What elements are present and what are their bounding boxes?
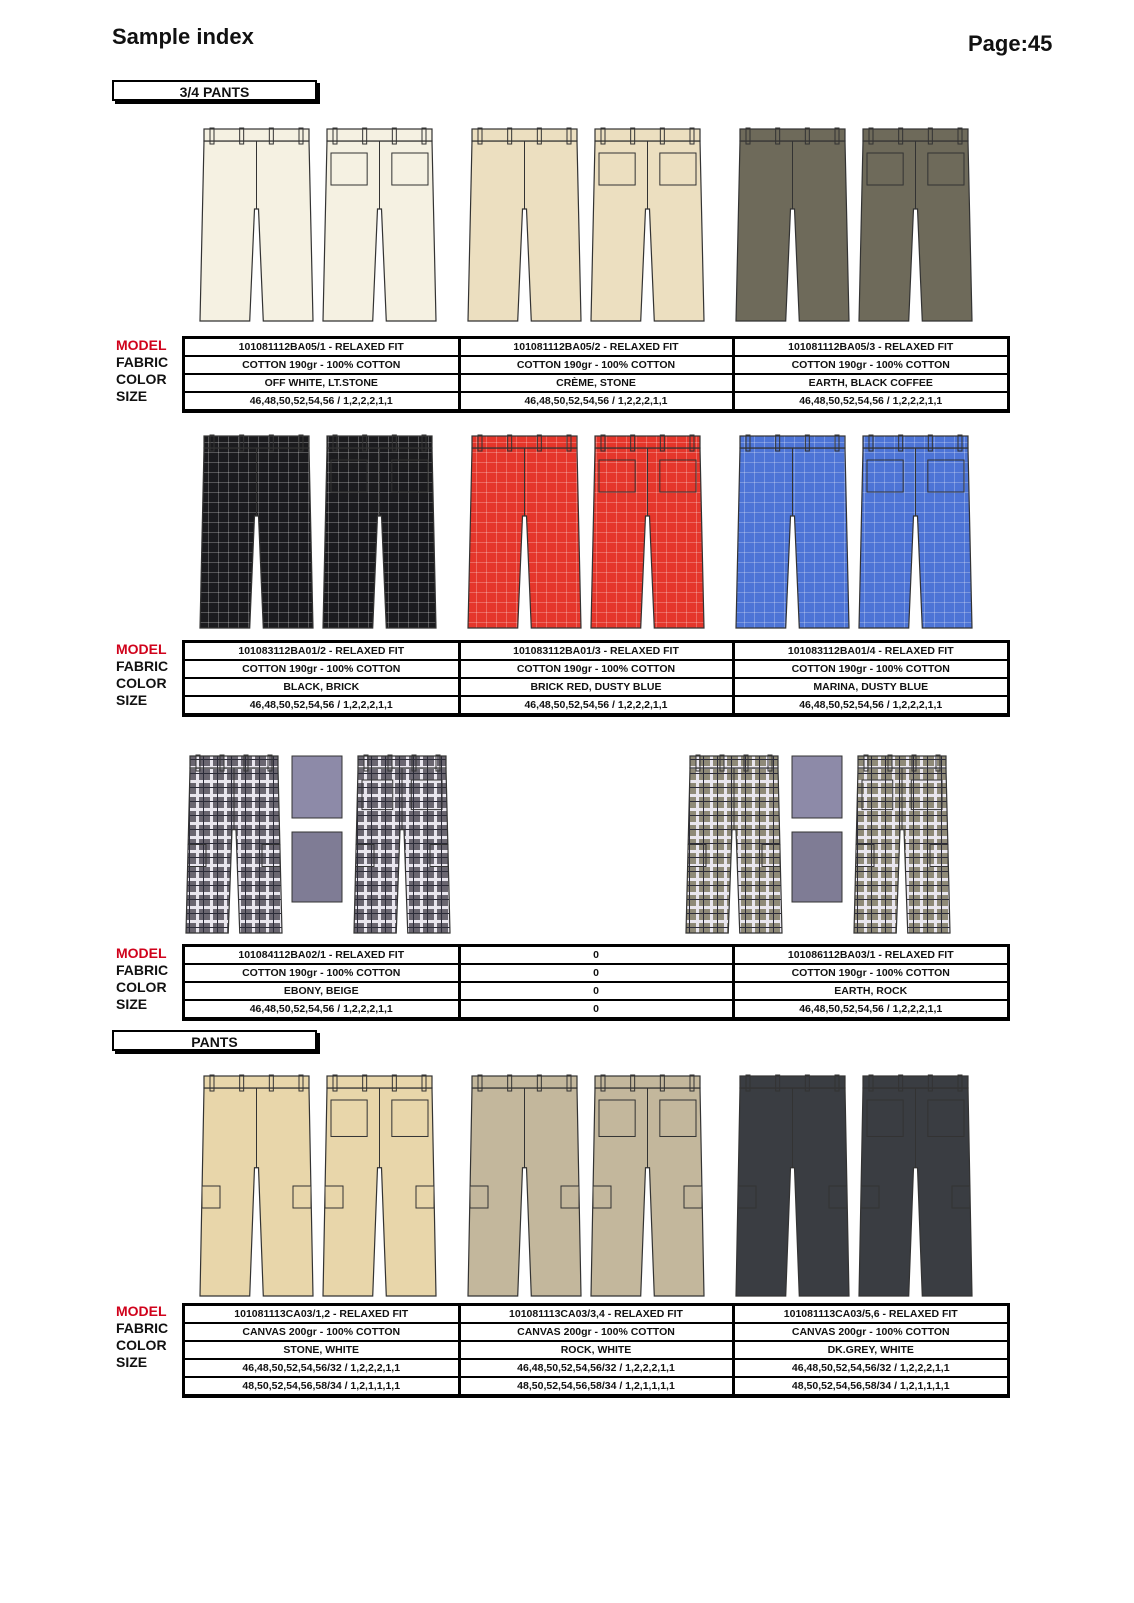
spec-cell: 101081112BA05/1 - RELAXED FIT: [185, 339, 459, 356]
spec-row-fabric: [185, 1323, 1007, 1341]
spec-table: [182, 944, 1010, 1021]
spec-row-model: [185, 1306, 1007, 1323]
spec-cell: EBONY, BEIGE: [185, 982, 459, 1000]
spec-cell: DK.GREY, WHITE: [733, 1341, 1007, 1359]
spec-cell: OFF WHITE, LT.STONE: [185, 374, 459, 392]
spec-cell: 101083112BA01/3 - RELAXED FIT: [459, 643, 733, 660]
document-title: Sample index: [112, 24, 254, 49]
spec-table: [182, 336, 1010, 413]
spec-cell: COTTON 190gr - 100% COTTON: [459, 356, 733, 374]
spec-cell: CANVAS 200gr - 100% COTTON: [459, 1323, 733, 1341]
spec-labels: [116, 945, 168, 1013]
garment-row-3: [178, 752, 1012, 937]
label-model: MODEL: [116, 337, 167, 353]
spec-cell: COTTON 190gr - 100% COTTON: [185, 964, 459, 982]
garment-sketch-brickred: [466, 432, 706, 632]
fabric-swatch-image: [792, 756, 842, 902]
spec-cell: 101084112BA02/1 - RELAXED FIT: [185, 947, 459, 964]
label-color: COLOR: [116, 979, 167, 995]
spec-cell: 48,50,52,54,56,58/34 / 1,2,1,1,1,1: [733, 1377, 1007, 1395]
spec-cell: 46,48,50,52,54,56 / 1,2,2,2,1,1: [185, 392, 459, 410]
spec-row-color: [185, 678, 1007, 696]
spec-labels: [116, 1303, 168, 1371]
pants-figure: [468, 128, 581, 321]
spec-row-size: [185, 1000, 1007, 1018]
pants-figure: [591, 435, 704, 628]
pants-figure: [686, 755, 782, 933]
spec-cell: COTTON 190gr - 100% COTTON: [733, 660, 1007, 678]
fabric-swatch-image: [292, 756, 342, 902]
label-fabric: FABRIC: [116, 658, 169, 674]
pants-figure: [186, 755, 282, 933]
pants-figure: [200, 435, 313, 628]
spec-cell: 46,48,50,52,54,56 / 1,2,2,2,1,1: [733, 1000, 1007, 1018]
pants-figure: [736, 128, 849, 321]
spec-cell: 101081113CA03/3,4 - RELAXED FIT: [459, 1306, 733, 1323]
spec-row-fabric: [185, 964, 1007, 982]
spec-cell: 46,48,50,52,54,56 / 1,2,2,2,1,1: [185, 1000, 459, 1018]
garment-sketch-earth-plaid: [682, 752, 982, 937]
pants-figure: [323, 1075, 436, 1296]
spec-cell: 46,48,50,52,54,56 / 1,2,2,2,1,1: [185, 696, 459, 714]
page-number: Page:45: [968, 31, 1053, 56]
spec-row-size-2: [185, 1377, 1007, 1395]
pants-figure: [591, 1075, 704, 1296]
pants-figure: [859, 1075, 972, 1296]
spec-cell: COTTON 190gr - 100% COTTON: [185, 356, 459, 374]
garment-sketch-marina: [734, 432, 974, 632]
pants-figure: [200, 1075, 313, 1296]
spec-cell: COTTON 190gr - 100% COTTON: [185, 660, 459, 678]
garment-sketch-black: [198, 432, 438, 632]
spec-cell: ROCK, WHITE: [459, 1341, 733, 1359]
label-model: MODEL: [116, 641, 167, 657]
spec-cell: 101081113CA03/1,2 - RELAXED FIT: [185, 1306, 459, 1323]
spec-cell: 46,48,50,52,54,56/32 / 1,2,2,2,1,1: [185, 1359, 459, 1377]
spec-cell: 0: [459, 964, 733, 982]
pants-figure: [323, 435, 436, 628]
spec-cell: 101083112BA01/4 - RELAXED FIT: [733, 643, 1007, 660]
pants-figure: [468, 435, 581, 628]
label-fabric: FABRIC: [116, 354, 169, 370]
garment-row-4: [178, 1072, 1012, 1300]
spec-cell: MARINA, DUSTY BLUE: [733, 678, 1007, 696]
pants-figure: [200, 128, 313, 321]
label-color: COLOR: [116, 675, 167, 691]
pants-figure: [859, 128, 972, 321]
spec-cell: 0: [459, 947, 733, 964]
spec-cell: 101083112BA01/2 - RELAXED FIT: [185, 643, 459, 660]
spec-cell: CANVAS 200gr - 100% COTTON: [733, 1323, 1007, 1341]
spec-cell: COTTON 190gr - 100% COTTON: [733, 356, 1007, 374]
spec-row-fabric: [185, 356, 1007, 374]
pants-figure: [591, 128, 704, 321]
spec-cell: 46,48,50,52,54,56 / 1,2,2,2,1,1: [733, 392, 1007, 410]
spec-row-color: [185, 1341, 1007, 1359]
label-size: SIZE: [116, 388, 148, 404]
label-model: MODEL: [116, 945, 167, 961]
pants-figure: [323, 128, 436, 321]
garment-sketch-rock-cargo: [466, 1072, 706, 1300]
label-size: SIZE: [116, 996, 148, 1012]
garment-row-1: [178, 125, 1012, 325]
spec-cell: COTTON 190gr - 100% COTTON: [459, 660, 733, 678]
spec-cell: 46,48,50,52,54,56 / 1,2,2,2,1,1: [733, 696, 1007, 714]
garment-sketch-dkgrey-cargo: [734, 1072, 974, 1300]
spec-row-size: [185, 1359, 1007, 1377]
pants-figure: [736, 1075, 849, 1296]
spec-row-model: [185, 339, 1007, 356]
section-title-pants: PANTS: [112, 1030, 317, 1051]
garment-sketch-offwhite: [198, 125, 438, 325]
spec-cell: EARTH, ROCK: [733, 982, 1007, 1000]
spec-cell: 46,48,50,52,54,56 / 1,2,2,2,1,1: [459, 392, 733, 410]
spec-cell: STONE, WHITE: [185, 1341, 459, 1359]
pants-figure: [468, 1075, 581, 1296]
garment-row-2: [178, 432, 1012, 632]
spec-row-fabric: [185, 660, 1007, 678]
spec-cell: 48,50,52,54,56,58/34 / 1,2,1,1,1,1: [459, 1377, 733, 1395]
spec-cell: COTTON 190gr - 100% COTTON: [733, 964, 1007, 982]
spec-row-color: [185, 374, 1007, 392]
spec-cell: BLACK, BRICK: [185, 678, 459, 696]
spec-cell: 48,50,52,54,56,58/34 / 1,2,1,1,1,1: [185, 1377, 459, 1395]
spec-cell: EARTH, BLACK COFFEE: [733, 374, 1007, 392]
spec-cell: 46,48,50,52,54,56/32 / 1,2,2,2,1,1: [459, 1359, 733, 1377]
spec-row-model: [185, 643, 1007, 660]
spec-row-color: [185, 982, 1007, 1000]
spec-cell: BRICK RED, DUSTY BLUE: [459, 678, 733, 696]
spec-labels: [116, 337, 168, 405]
label-size: SIZE: [116, 1354, 148, 1370]
spec-row-size: [185, 392, 1007, 410]
spec-cell: 0: [459, 1000, 733, 1018]
spec-table: [182, 1303, 1010, 1398]
spec-cell: 46,48,50,52,54,56 / 1,2,2,2,1,1: [459, 696, 733, 714]
label-color: COLOR: [116, 371, 167, 387]
spec-cell: 101081112BA05/2 - RELAXED FIT: [459, 339, 733, 356]
spec-cell: CANVAS 200gr - 100% COTTON: [185, 1323, 459, 1341]
section-title-34-pants: 3/4 PANTS: [112, 80, 317, 101]
garment-sketch-creme: [466, 125, 706, 325]
spec-cell: 101081113CA03/5,6 - RELAXED FIT: [733, 1306, 1007, 1323]
spec-cell: 101086112BA03/1 - RELAXED FIT: [733, 947, 1007, 964]
pants-figure: [354, 755, 450, 933]
spec-row-size: [185, 696, 1007, 714]
garment-sketch-stone-cargo: [198, 1072, 438, 1300]
label-fabric: FABRIC: [116, 962, 169, 978]
pants-figure: [859, 435, 972, 628]
label-fabric: FABRIC: [116, 1320, 169, 1336]
spec-cell: 101081112BA05/3 - RELAXED FIT: [733, 339, 1007, 356]
garment-sketch-ebony-plaid: [182, 752, 454, 937]
label-model: MODEL: [116, 1303, 167, 1319]
pants-figure: [854, 755, 950, 933]
spec-cell: CRÈME, STONE: [459, 374, 733, 392]
spec-labels: [116, 641, 168, 709]
spec-cell: 46,48,50,52,54,56/32 / 1,2,2,2,1,1: [733, 1359, 1007, 1377]
spec-row-model: [185, 947, 1007, 964]
spec-cell: 0: [459, 982, 733, 1000]
label-color: COLOR: [116, 1337, 167, 1353]
pants-figure: [736, 435, 849, 628]
spec-table: [182, 640, 1010, 717]
garment-sketch-earth: [734, 125, 974, 325]
label-size: SIZE: [116, 692, 148, 708]
